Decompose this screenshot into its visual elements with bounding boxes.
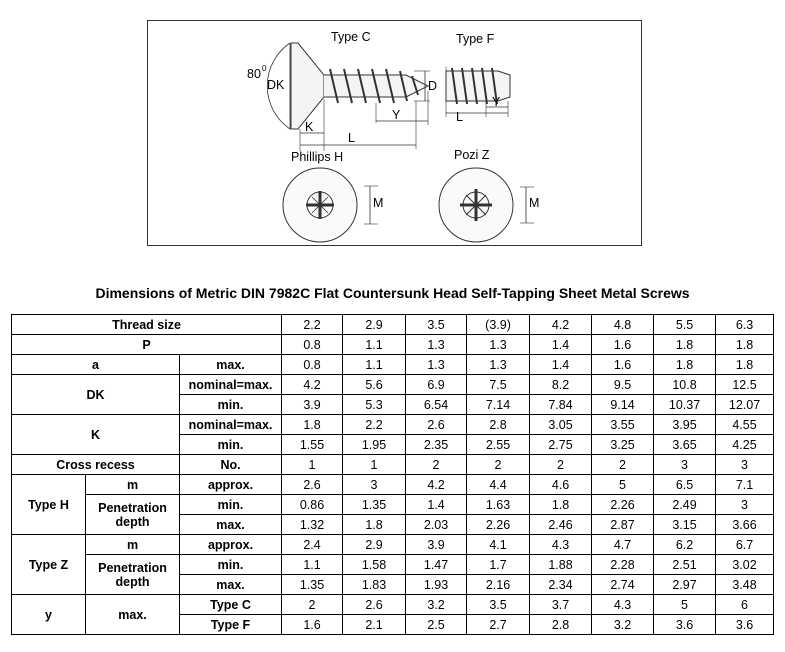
value-cell: 2.49 [654, 495, 716, 515]
value-cell: 2.8 [467, 415, 530, 435]
value-cell: 2.6 [343, 595, 406, 615]
h-pen-max-label: max. [180, 515, 282, 535]
value-cell: 2.26 [467, 515, 530, 535]
value-cell: 5.6 [343, 375, 406, 395]
value-cell: 7.84 [530, 395, 592, 415]
type-h-header: Type H [12, 475, 86, 535]
h-m-label: m [86, 475, 180, 495]
table-row [12, 535, 774, 555]
value-cell: 2.51 [654, 555, 716, 575]
value-cell: 1.1 [282, 555, 343, 575]
value-cell: 2.34 [530, 575, 592, 595]
value-cell: 3.65 [654, 435, 716, 455]
value-cell: 2.97 [654, 575, 716, 595]
value-cell: 5 [592, 475, 654, 495]
type-z-header: Type Z [12, 535, 86, 595]
table-row [12, 555, 774, 575]
d-label: D [428, 79, 438, 93]
value-cell: 4.2 [406, 475, 467, 495]
value-cell: 3.5 [467, 595, 530, 615]
z-penetration-header [86, 555, 180, 595]
value-cell: 4.4 [467, 475, 530, 495]
value-cell: 3.2 [406, 595, 467, 615]
screw-diagram [147, 20, 642, 246]
value-cell: 3 [654, 455, 716, 475]
value-cell: 1.7 [467, 555, 530, 575]
value-cell: 4.6 [530, 475, 592, 495]
value-cell: 2.2 [343, 415, 406, 435]
table-row [12, 595, 774, 615]
value-cell: 1.3 [406, 355, 467, 375]
value-cell: 3.48 [716, 575, 774, 595]
value-cell: (3.9) [467, 315, 530, 335]
value-cell: 1.8 [654, 335, 716, 355]
value-cell: 1.55 [282, 435, 343, 455]
value-cell: 2.2 [282, 315, 343, 335]
value-cell: 6.2 [654, 535, 716, 555]
value-cell: 0.86 [282, 495, 343, 515]
value-cell: 4.3 [592, 595, 654, 615]
value-cell: 1.63 [467, 495, 530, 515]
value-cell: 1.6 [282, 615, 343, 635]
value-cell: 2.4 [282, 535, 343, 555]
value-cell: 5 [654, 595, 716, 615]
value-cell: 1.4 [530, 355, 592, 375]
value-cell: 1.8 [716, 355, 774, 375]
k-header: K [12, 415, 180, 455]
angle-label: 80 [247, 67, 261, 81]
k-label: K [305, 120, 314, 134]
m-left-label: M [373, 196, 384, 210]
value-cell: 2.75 [530, 435, 592, 455]
table-row [12, 375, 774, 395]
value-cell: 4.2 [530, 315, 592, 335]
value-cell: 12.07 [716, 395, 774, 415]
value-cell: 1.3 [406, 335, 467, 355]
table-row [12, 315, 774, 335]
table-row [12, 415, 774, 435]
dk-label: DK [267, 78, 285, 92]
y-type-f-label: Type F [180, 615, 282, 635]
y-right-label: Y [492, 95, 501, 109]
type-c-label: Type C [331, 30, 371, 44]
value-cell: 6.7 [716, 535, 774, 555]
value-cell: 1.8 [282, 415, 343, 435]
table-body [12, 315, 774, 635]
l-bottom-label: L [348, 131, 355, 145]
h-approx-label: approx. [180, 475, 282, 495]
value-cell: 3.95 [654, 415, 716, 435]
dk-min-label: min. [180, 395, 282, 415]
value-cell: 2.5 [406, 615, 467, 635]
value-cell: 2 [406, 455, 467, 475]
z-pen-max-label: max. [180, 575, 282, 595]
value-cell: 1.3 [467, 335, 530, 355]
value-cell: 2.03 [406, 515, 467, 535]
value-cell: 2.28 [592, 555, 654, 575]
value-cell: 9.14 [592, 395, 654, 415]
angle-unit-label: 0 [262, 64, 267, 73]
value-cell: 10.8 [654, 375, 716, 395]
z-depth-label: depth [115, 574, 150, 589]
value-cell: 7.5 [467, 375, 530, 395]
value-cell: 3.25 [592, 435, 654, 455]
z-m-label: m [86, 535, 180, 555]
h-penetration-label: Penetration [98, 500, 167, 515]
value-cell: 6.9 [406, 375, 467, 395]
value-cell: 1.3 [467, 355, 530, 375]
y-left-label: Y [392, 108, 401, 122]
table-row [12, 455, 774, 475]
value-cell: 3.6 [716, 615, 774, 635]
value-cell: 3.6 [654, 615, 716, 635]
value-cell: 1.58 [343, 555, 406, 575]
cross-recess-header: Cross recess [12, 455, 180, 475]
value-cell: 1.1 [343, 355, 406, 375]
z-penetration-label: Penetration [98, 560, 167, 575]
value-cell: 1.93 [406, 575, 467, 595]
value-cell: 1.35 [343, 495, 406, 515]
table-title: Dimensions of Metric DIN 7982C Flat Countersunk Head Self-Tapping Sheet Metal Screws [95, 285, 690, 301]
z-approx-label: approx. [180, 535, 282, 555]
k-nominal-label: nominal=max. [180, 415, 282, 435]
table-row [12, 495, 774, 515]
value-cell: 3.5 [406, 315, 467, 335]
value-cell: 1.6 [592, 335, 654, 355]
p-header: P [12, 335, 282, 355]
value-cell: 0.8 [282, 335, 343, 355]
value-cell: 2.35 [406, 435, 467, 455]
value-cell: 5.5 [654, 315, 716, 335]
h-pen-min-label: min. [180, 495, 282, 515]
value-cell: 4.25 [716, 435, 774, 455]
value-cell: 2 [592, 455, 654, 475]
value-cell: 1.35 [282, 575, 343, 595]
y-header: y [12, 595, 86, 635]
dimensions-table [11, 314, 774, 635]
value-cell: 10.37 [654, 395, 716, 415]
value-cell: 2.46 [530, 515, 592, 535]
value-cell: 1.47 [406, 555, 467, 575]
value-cell: 1.88 [530, 555, 592, 575]
value-cell: 4.8 [592, 315, 654, 335]
value-cell: 5.3 [343, 395, 406, 415]
thread-size-header: Thread size [12, 315, 282, 335]
table-row [12, 475, 774, 495]
value-cell: 2 [467, 455, 530, 475]
value-cell: 2.87 [592, 515, 654, 535]
value-cell: 4.1 [467, 535, 530, 555]
value-cell: 3.02 [716, 555, 774, 575]
value-cell: 4.55 [716, 415, 774, 435]
a-max-label: max. [180, 355, 282, 375]
z-pen-min-label: min. [180, 555, 282, 575]
type-f-label: Type F [456, 32, 495, 46]
value-cell: 1 [282, 455, 343, 475]
value-cell: 1 [343, 455, 406, 475]
value-cell: 3 [716, 455, 774, 475]
value-cell: 1.6 [592, 355, 654, 375]
table-row [12, 335, 774, 355]
value-cell: 1.32 [282, 515, 343, 535]
value-cell: 3 [716, 495, 774, 515]
value-cell: 2.55 [467, 435, 530, 455]
value-cell: 1.83 [343, 575, 406, 595]
value-cell: 2.9 [343, 315, 406, 335]
value-cell: 1.8 [343, 515, 406, 535]
value-cell: 1.1 [343, 335, 406, 355]
recess-no-label: No. [180, 455, 282, 475]
value-cell: 3.2 [592, 615, 654, 635]
value-cell: 1.4 [406, 495, 467, 515]
value-cell: 6.54 [406, 395, 467, 415]
h-depth-label: depth [115, 514, 150, 529]
value-cell: 3.55 [592, 415, 654, 435]
value-cell: 2.26 [592, 495, 654, 515]
value-cell: 8.2 [530, 375, 592, 395]
a-header: a [12, 355, 180, 375]
value-cell: 1.8 [530, 495, 592, 515]
value-cell: 2.6 [406, 415, 467, 435]
value-cell: 3.05 [530, 415, 592, 435]
value-cell: 3.7 [530, 595, 592, 615]
m-right-label: M [529, 196, 540, 210]
value-cell: 3.66 [716, 515, 774, 535]
value-cell: 2.6 [282, 475, 343, 495]
y-type-c-label: Type C [180, 595, 282, 615]
value-cell: 1.8 [654, 355, 716, 375]
value-cell: 0.8 [282, 355, 343, 375]
value-cell: 1.4 [530, 335, 592, 355]
y-max-label: max. [86, 595, 180, 635]
k-min-label: min. [180, 435, 282, 455]
value-cell: 7.1 [716, 475, 774, 495]
value-cell: 3.15 [654, 515, 716, 535]
value-cell: 4.7 [592, 535, 654, 555]
table-row [12, 355, 774, 375]
dk-nominal-label: nominal=max. [180, 375, 282, 395]
value-cell: 2.7 [467, 615, 530, 635]
value-cell: 2.1 [343, 615, 406, 635]
value-cell: 2 [530, 455, 592, 475]
value-cell: 6.3 [716, 315, 774, 335]
value-cell: 3 [343, 475, 406, 495]
value-cell: 2.8 [530, 615, 592, 635]
value-cell: 2.74 [592, 575, 654, 595]
value-cell: 2 [282, 595, 343, 615]
h-penetration-header [86, 495, 180, 535]
value-cell: 6 [716, 595, 774, 615]
value-cell: 3.9 [282, 395, 343, 415]
value-cell: 12.5 [716, 375, 774, 395]
value-cell: 7.14 [467, 395, 530, 415]
l-right-label: L [456, 110, 463, 124]
value-cell: 1.8 [716, 335, 774, 355]
dk-header: DK [12, 375, 180, 415]
value-cell: 4.3 [530, 535, 592, 555]
value-cell: 2.9 [343, 535, 406, 555]
pozi-label: Pozi Z [454, 148, 490, 162]
value-cell: 2.16 [467, 575, 530, 595]
screw-drawing [148, 21, 643, 247]
value-cell: 6.5 [654, 475, 716, 495]
value-cell: 4.2 [282, 375, 343, 395]
value-cell: 1.95 [343, 435, 406, 455]
value-cell: 9.5 [592, 375, 654, 395]
phillips-label: Phillips H [291, 150, 344, 164]
value-cell: 3.9 [406, 535, 467, 555]
